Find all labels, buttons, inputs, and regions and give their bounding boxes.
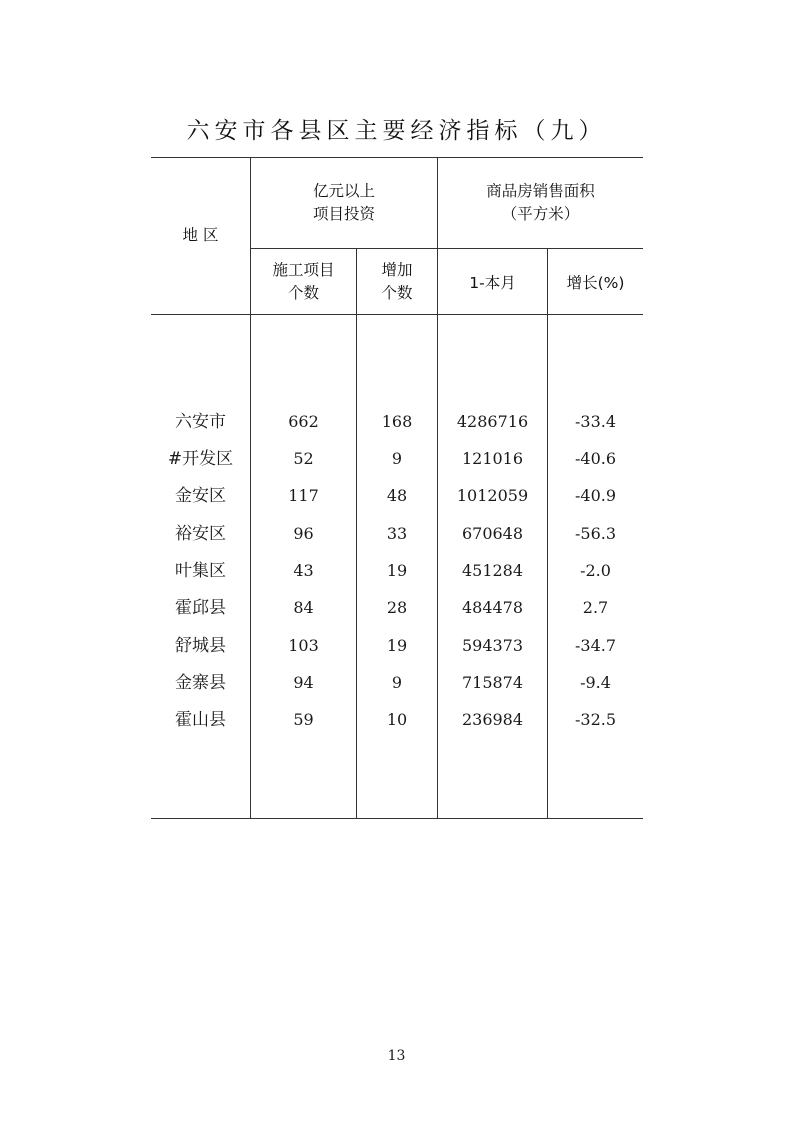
header-group-sales-area-line1: 商品房销售面积	[486, 182, 595, 200]
table-cell-added: 168	[381, 412, 413, 431]
table-cell-area: 715874	[461, 673, 524, 692]
header-group-sales-area-line2: （平方米）	[501, 205, 580, 223]
table-cell-region: 裕安区	[175, 524, 226, 544]
header-added-line1: 增加	[381, 261, 413, 279]
table-top-rule	[151, 157, 643, 158]
header-group-investment	[251, 180, 437, 226]
table-cell-projects: 94	[293, 673, 314, 692]
header-added	[357, 259, 437, 305]
table-cell-growth: -33.4	[574, 412, 617, 431]
header-region: 地 区	[182, 226, 219, 244]
table-cell-region: 霍邱县	[175, 598, 226, 618]
header-added-line2: 个数	[381, 284, 413, 302]
table-cell-projects: 103	[288, 636, 319, 655]
table-cell-projects: 43	[293, 561, 314, 580]
table-cell-added: 33	[386, 524, 408, 543]
table-cell-region: 六安市	[175, 412, 226, 432]
header-projects	[251, 259, 356, 305]
table-cell-growth: -34.7	[574, 636, 617, 655]
table-cell-region: #开发区	[167, 449, 234, 469]
table-cell-added: 48	[386, 486, 408, 505]
header-group-investment-line1: 亿元以上	[312, 182, 375, 200]
table-cell-area: 1012059	[456, 486, 529, 505]
table-cell-projects: 52	[293, 449, 314, 468]
table-cell-region: 叶集区	[175, 561, 226, 581]
table-cell-area: 670648	[461, 524, 524, 543]
table-cell-projects: 96	[293, 524, 314, 543]
table-cell-region: 舒城县	[175, 636, 226, 656]
table-cell-added: 19	[386, 636, 408, 655]
header-projects-line2: 个数	[287, 284, 319, 302]
table-cell-area: 594373	[461, 636, 524, 655]
table-cell-region: 金寨县	[175, 673, 226, 693]
table-cell-growth: 2.7	[582, 598, 609, 617]
header-projects-line1: 施工项目	[272, 261, 335, 279]
table-cell-projects: 117	[288, 486, 319, 505]
table-cell-growth: -32.5	[574, 710, 617, 729]
table-cell-growth: -9.4	[580, 673, 611, 692]
page-title: 六安市各县区主要经济指标（九）	[186, 118, 607, 144]
table-cell-projects: 662	[288, 412, 319, 431]
table-cell-added: 19	[386, 561, 408, 580]
table-cell-area: 484478	[461, 598, 524, 617]
table-cell-added: 9	[391, 673, 403, 692]
table-cell-growth: -2.0	[580, 561, 611, 580]
table-cell-added: 10	[386, 710, 408, 729]
table-cell-area: 236984	[461, 710, 524, 729]
table-cell-area: 121016	[461, 449, 524, 468]
header-group-sales-area	[438, 180, 643, 226]
header-mid-rule	[251, 248, 643, 249]
header-group-investment-line2: 项目投资	[312, 205, 375, 223]
table-cell-added: 9	[391, 449, 403, 468]
table-cell-region: 金安区	[175, 486, 226, 506]
table-cell-projects: 84	[293, 598, 314, 617]
table-cell-area: 451284	[461, 561, 524, 580]
header-growth: 增长(%)	[566, 274, 625, 292]
header-bottom-rule	[151, 314, 643, 315]
page-number: 13	[387, 1048, 406, 1064]
header-ytd: 1-本月	[469, 274, 516, 292]
table-bottom-rule	[151, 818, 643, 819]
table-cell-area: 4286716	[456, 412, 529, 431]
table-cell-projects: 59	[293, 710, 314, 729]
table-cell-growth: -56.3	[574, 524, 617, 543]
table-cell-added: 28	[386, 598, 408, 617]
table-cell-growth: -40.9	[574, 486, 617, 505]
table-cell-growth: -40.6	[574, 449, 617, 468]
table-cell-region: 霍山县	[175, 710, 226, 730]
